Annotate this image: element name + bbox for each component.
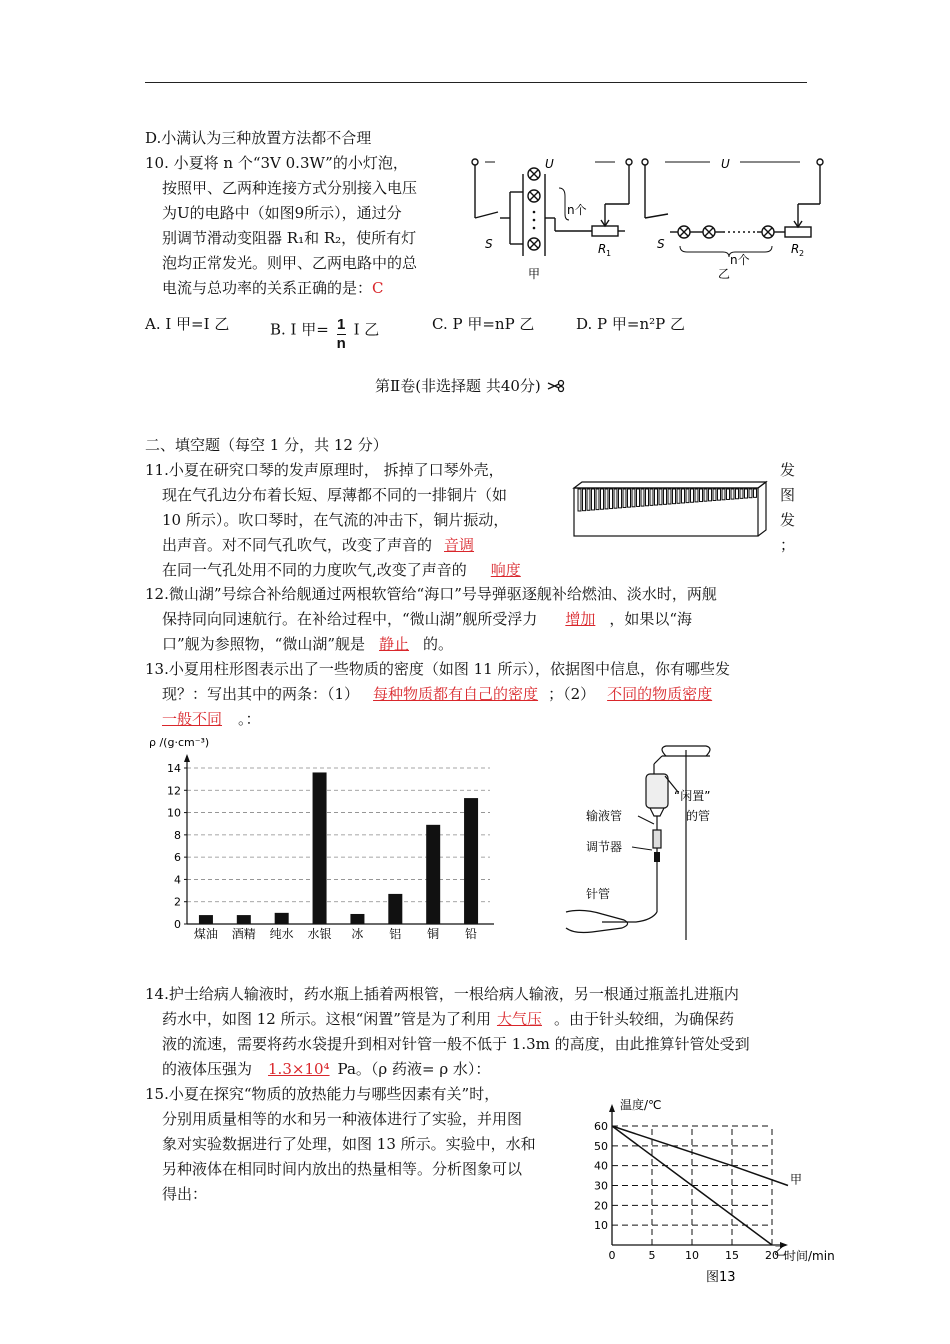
q14-line-2 bbox=[162, 1007, 734, 1031]
q11-side-3: 发 bbox=[780, 511, 796, 529]
y-tick-label: 20 bbox=[594, 1199, 608, 1213]
reed bbox=[641, 489, 644, 506]
bar-冰 bbox=[350, 914, 364, 924]
reed bbox=[664, 489, 667, 504]
q13-answer-1: 每种物质都有自己的密度 bbox=[373, 685, 539, 703]
y-axis-arrow bbox=[609, 1104, 615, 1112]
q15-line-1: 15.小夏在探究“物质的放热能力与哪些因素有关”时， bbox=[145, 1085, 500, 1103]
terminal-icon bbox=[472, 159, 478, 165]
q10-line-5: 泡均正常发光。则甲、乙两电路中的总 bbox=[162, 254, 418, 272]
q11-line-3: 10 所示）。吹口琴时，在气流的冲击下，铜片振动， bbox=[162, 511, 509, 529]
y-tick-label: 6 bbox=[174, 851, 181, 865]
q14-line-1: 14.护士给病人输液时，药水瓶上插着两根管，一根给病人输液，另一根通过瓶盖扎进瓶内 bbox=[145, 985, 739, 1003]
reed bbox=[646, 489, 649, 506]
bar-煤油 bbox=[199, 915, 213, 924]
q13-line-2-mid: ；（2） bbox=[548, 685, 596, 703]
q12-answer-2: 静止 bbox=[379, 635, 410, 653]
q12-line-1: 12.微山湖”号综合补给舰通过两根软管给“海口”号导弹驱逐舰补给燃油、淡水时，两舰 bbox=[145, 585, 717, 603]
terminal-icon bbox=[817, 159, 823, 165]
q10-option-b-suffix: I 乙 bbox=[353, 320, 380, 339]
q13-answer-2a: 不同的物质密度 bbox=[607, 685, 713, 703]
y-tick-label: 0 bbox=[174, 918, 181, 931]
q12-line-2-end: ，如果以“海 bbox=[609, 610, 693, 628]
q11-line-4 bbox=[162, 533, 480, 557]
line-chart-caption: 图13 bbox=[706, 1270, 736, 1285]
reed bbox=[700, 489, 703, 502]
reed bbox=[610, 489, 613, 509]
x-category-label: 铅 bbox=[465, 927, 478, 941]
y-tick-label: 4 bbox=[174, 873, 181, 887]
reed bbox=[718, 489, 721, 500]
x-tick-label: 0 bbox=[608, 1249, 616, 1262]
reed bbox=[655, 489, 658, 505]
label-s-right: S bbox=[657, 237, 665, 251]
q13-line-2 bbox=[162, 682, 712, 706]
q13-line-3-end: 。： bbox=[238, 710, 261, 728]
q13-line-1: 13.小夏用柱形图表示出了一些物质的密度（如图 11 所示），依据图中信息，你有哪些发 bbox=[145, 660, 730, 678]
terminal-icon bbox=[642, 159, 648, 165]
q11-side-2: 图 bbox=[780, 486, 796, 504]
reed bbox=[722, 489, 725, 500]
reed bbox=[650, 489, 653, 505]
reed bbox=[736, 489, 739, 499]
y-tick-label: 40 bbox=[594, 1159, 608, 1173]
reed bbox=[691, 489, 694, 502]
reed bbox=[677, 489, 680, 503]
y-tick-label: 14 bbox=[167, 762, 181, 775]
reed bbox=[583, 489, 586, 511]
label-n-parallel: n个 bbox=[567, 203, 587, 217]
y-tick-label: 10 bbox=[167, 806, 181, 820]
q13-line-2-text: 现？：写出其中的两条：（1） bbox=[162, 685, 360, 703]
y-axis-arrow bbox=[184, 754, 190, 762]
reed bbox=[686, 489, 689, 503]
q12-line-3-text: 口”舰为参照物，“微山湖”舰是 bbox=[162, 635, 366, 653]
q14-line-4-text: 的液体压强为 bbox=[162, 1060, 253, 1078]
line-chart-ylabel: 温度/℃ bbox=[620, 1098, 662, 1112]
q10-answer: C bbox=[372, 279, 384, 297]
rheostat-r1-icon bbox=[592, 226, 618, 236]
q13-answer-2b: 一般不同 bbox=[162, 710, 223, 728]
fraction-numerator: 1 bbox=[337, 316, 346, 333]
bar-纯水 bbox=[275, 913, 289, 924]
q14-line-4 bbox=[162, 1057, 490, 1081]
reed bbox=[704, 489, 707, 501]
y-tick-label: 30 bbox=[594, 1179, 608, 1193]
reed bbox=[713, 489, 716, 501]
x-category-label: 冰 bbox=[351, 927, 364, 941]
q11-side-1: 发 bbox=[780, 461, 796, 479]
x-category-label: 铜 bbox=[427, 927, 440, 941]
y-tick-label: 50 bbox=[594, 1139, 608, 1153]
q15-line-5: 得出： bbox=[162, 1185, 208, 1203]
bar-铜 bbox=[426, 825, 440, 924]
x-category-label: 铝 bbox=[389, 927, 402, 941]
q10-line-3: 为U的电路中（如图9所示），通过分 bbox=[162, 204, 402, 222]
figure-10-harmonica-reeds bbox=[572, 480, 768, 538]
y-tick-label: 60 bbox=[594, 1120, 608, 1133]
label-idle-tube: “闲置” bbox=[674, 789, 711, 803]
q11-line-1: 11.小夏在研究口琴的发声原理时， 拆掉了口琴外壳， bbox=[145, 461, 504, 479]
label-needle: 针管 bbox=[586, 887, 611, 901]
q10-stem-end: 电流与总功率的关系正确的是： bbox=[162, 279, 373, 297]
label-r2: R bbox=[791, 242, 800, 256]
series-label-甲: 甲 bbox=[790, 1172, 803, 1187]
q11-answer-1: 音调 bbox=[444, 536, 475, 554]
figure-11-density-bar-chart bbox=[145, 730, 525, 945]
q12-answer-1: 增加 bbox=[565, 610, 596, 628]
fraction-denominator: n bbox=[336, 335, 346, 352]
series-line-甲 bbox=[612, 1126, 788, 1186]
bar-chart-ylabel: ρ /(g·cm⁻³) bbox=[149, 736, 210, 749]
y-tick-label: 10 bbox=[594, 1219, 608, 1233]
x-tick-label: 10 bbox=[685, 1249, 699, 1262]
reed bbox=[682, 489, 685, 503]
reed bbox=[731, 489, 734, 499]
q11-line-4-text: 出声音。对不同气孔吹气，改变了声音的 bbox=[162, 536, 433, 554]
reed bbox=[605, 489, 608, 509]
reed bbox=[601, 489, 604, 509]
section2-title: 二、填空题（每空 1 分，共 12 分） bbox=[145, 436, 388, 454]
q14-answer-2: 1.3×10⁴ bbox=[268, 1060, 330, 1078]
q11-line-2: 现在气孔边分布着长短、厚薄都不同的一排铜片（如 bbox=[162, 486, 508, 504]
reed bbox=[623, 489, 626, 508]
q15-line-3: 象对实验数据进行了处理，如图 13 所示。实验中，水和 bbox=[162, 1135, 536, 1153]
q12-line-2 bbox=[162, 607, 692, 631]
reed bbox=[749, 489, 752, 498]
q11-line-5 bbox=[162, 558, 546, 582]
reed bbox=[709, 489, 712, 501]
line-chart-xlabel: 时间/min bbox=[784, 1249, 835, 1263]
q10-option-a: A. I 甲=I 乙 bbox=[145, 315, 230, 333]
q11-answer-2: 响度 bbox=[490, 561, 521, 579]
x-tick-label: 15 bbox=[725, 1249, 739, 1262]
q12-line-3 bbox=[162, 632, 453, 656]
y-tick-label: 12 bbox=[167, 784, 181, 798]
reed bbox=[632, 489, 635, 507]
q14-line-4-end: Pa。（ρ 药液= ρ 水）： bbox=[337, 1060, 491, 1078]
label-r1: R bbox=[598, 242, 607, 256]
reed bbox=[619, 489, 622, 508]
q10-line-1: 10. 小夏将 n 个“3V 0.3W”的小灯泡， bbox=[145, 154, 408, 172]
rheostat-r2-icon bbox=[785, 227, 811, 237]
reed bbox=[614, 489, 617, 508]
label-r1-sub: 1 bbox=[606, 249, 612, 258]
bar-水银 bbox=[313, 772, 327, 924]
q10-line-6 bbox=[162, 276, 384, 300]
q10-option-c: C. P 甲=nP 乙 bbox=[432, 315, 535, 333]
bar-酒精 bbox=[237, 915, 251, 924]
q13-line-3 bbox=[162, 707, 261, 731]
q10-option-b-prefix: B. I 甲= bbox=[270, 320, 329, 339]
reed bbox=[673, 489, 676, 504]
x-category-label: 煤油 bbox=[193, 927, 218, 941]
terminal-icon bbox=[626, 159, 632, 165]
reed bbox=[596, 489, 599, 510]
x-category-label: 酒精 bbox=[231, 927, 256, 941]
q15-line-4: 另种液体在相同时间内放出的热量相等。分析图象可以 bbox=[162, 1160, 523, 1178]
bar-铝 bbox=[388, 894, 402, 924]
q10-line-4: 别调节滑动变阻器 R₁和 R₂，使所有灯 bbox=[162, 229, 417, 247]
figure-9-circuits bbox=[465, 152, 835, 282]
reed bbox=[745, 489, 748, 498]
q14-line-3: 液的流速，需要将药水袋提升到相对针管一般不低于 1.3m 的高度，由此推算针管处受到 bbox=[162, 1035, 750, 1053]
reed bbox=[578, 489, 581, 511]
label-jia: 甲 bbox=[528, 267, 541, 281]
q12-line-2-text: 保持同向同速航行。在补给过程中，“微山湖”舰所受浮力 bbox=[162, 610, 538, 628]
series-label-乙: 乙 bbox=[774, 1244, 787, 1258]
reed bbox=[727, 489, 730, 499]
reed bbox=[628, 489, 631, 507]
bar-铅 bbox=[464, 798, 478, 924]
label-regulator: 调节器 bbox=[586, 840, 623, 854]
label-idle-tube-2: 的管 bbox=[686, 809, 711, 823]
reed bbox=[695, 489, 698, 502]
reed bbox=[587, 489, 590, 510]
label-infusion-tube: 输液管 bbox=[586, 809, 623, 823]
q10-option-b bbox=[270, 312, 380, 352]
q9-option-d: D.小满认为三种放置方法都不合理 bbox=[145, 129, 372, 147]
q15-line-2: 分别用质量相等的水和另一种液体进行了实验，并用图 bbox=[162, 1110, 523, 1128]
q10-option-d: D. P 甲=n²P 乙 bbox=[576, 315, 685, 333]
label-s-left: S bbox=[485, 237, 493, 251]
x-tick-label: 20 bbox=[765, 1249, 779, 1262]
figure-13-temperature-chart bbox=[578, 1092, 848, 1292]
q10-line-2: 按照甲、乙两种连接方式分别接入电压 bbox=[162, 179, 418, 197]
x-category-label: 纯水 bbox=[269, 927, 294, 941]
q14-answer-1: 大气压 bbox=[496, 1010, 542, 1028]
reed bbox=[754, 489, 757, 497]
x-category-label: 水银 bbox=[307, 927, 332, 941]
header-rule bbox=[145, 82, 807, 83]
label-n-series: n个 bbox=[730, 253, 750, 267]
q11-side-4: ； bbox=[780, 536, 796, 554]
q14-line-2-end: 。由于针头较细，为确保药 bbox=[553, 1010, 734, 1028]
reed bbox=[740, 489, 743, 498]
scissors-icon bbox=[546, 379, 566, 393]
label-u-left: U bbox=[545, 157, 554, 171]
figure-12-iv-drip bbox=[562, 742, 762, 942]
q14-line-2-text: 药水中，如图 12 所示。这根“闲置”管是为了利用 bbox=[162, 1010, 491, 1028]
reed bbox=[659, 489, 662, 505]
label-r2-sub: 2 bbox=[799, 249, 805, 258]
y-tick-label: 2 bbox=[174, 895, 181, 909]
reed bbox=[637, 489, 640, 506]
part2-title-text: 第Ⅱ卷(非选择题 共40分) bbox=[375, 377, 541, 395]
q12-line-3-end: 的。 bbox=[423, 635, 454, 653]
fraction-1-over-n bbox=[337, 316, 346, 353]
reed bbox=[668, 489, 671, 504]
y-tick-label: 8 bbox=[174, 828, 181, 842]
label-u-right: U bbox=[721, 157, 730, 171]
label-yi: 乙 bbox=[718, 267, 731, 281]
x-tick-label: 5 bbox=[648, 1249, 656, 1262]
reed bbox=[592, 489, 595, 510]
part2-title bbox=[375, 374, 566, 398]
q11-line-5-text: 在同一气孔处用不同的力度吹气,改变了声音的 bbox=[162, 561, 467, 579]
